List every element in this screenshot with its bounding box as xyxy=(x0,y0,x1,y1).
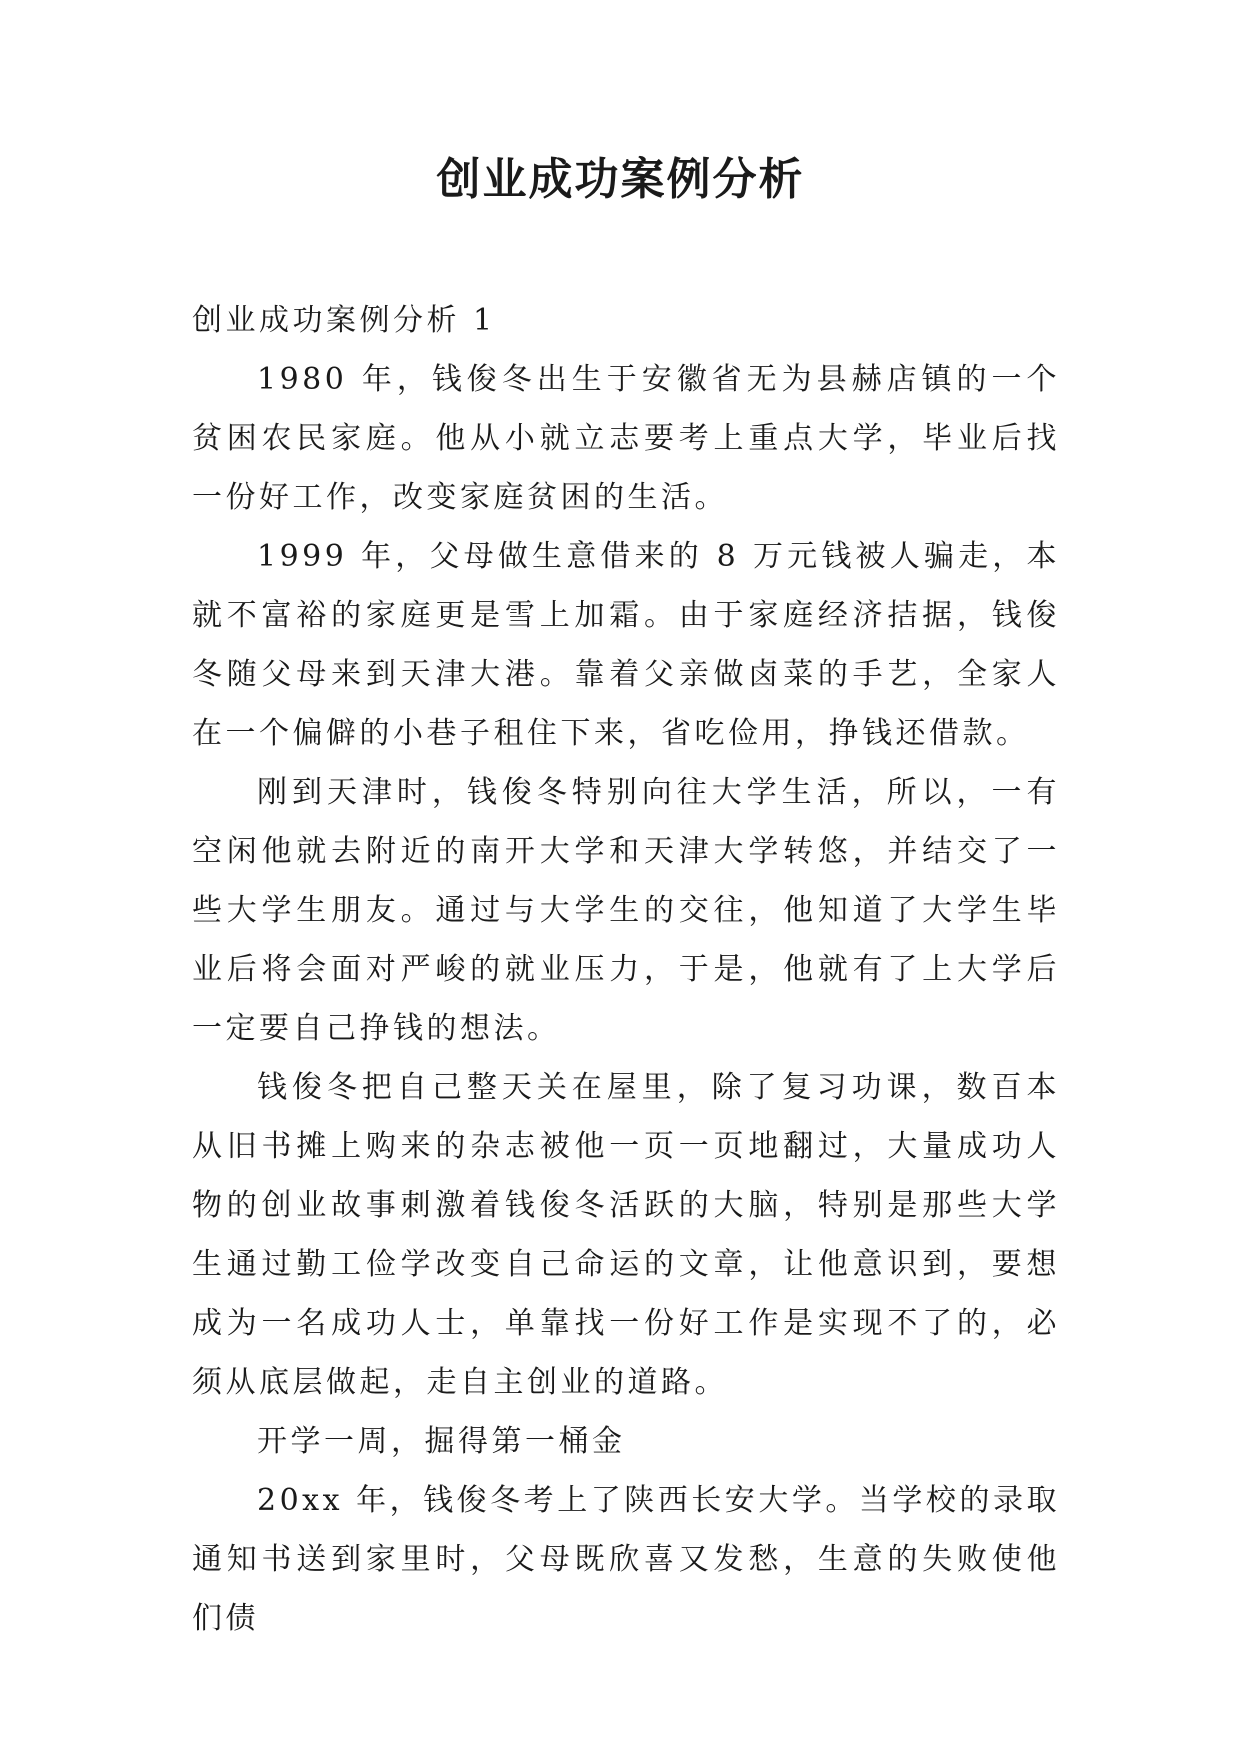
document-title: 创业成功案例分析 xyxy=(436,154,805,205)
paragraph: 1999 年，父母做生意借来的 8 万元钱被人骗走，本就不富裕的家庭更是雪上加霜。由于家庭经济拮据，钱俊冬随父母来到天津大港。靠着父亲做卤菜的手艺，全家人在一个偏僻的小巷子租住下来，省吃俭用，挣钱还借款。 xyxy=(192,539,1060,751)
document-body xyxy=(192,291,1060,1648)
paragraph: 20xx 年，钱俊冬考上了陕西长安大学。当学校的录取通知书送到家里时，父母既欣喜又发愁，生意的失败使他们债 xyxy=(192,1483,1060,1636)
paragraph: 刚到天津时，钱俊冬特别向往大学生活，所以，一有空闲他就去附近的南开大学和天津大学转悠，并结交了一些大学生朋友。通过与大学生的交往，他知道了大学生毕业后将会面对严峻的就业压力，于是，他就有了上大学后一定要自己挣钱的想法。 xyxy=(192,775,1060,1046)
section-heading: 创业成功案例分析 1 xyxy=(192,303,496,338)
subheading: 开学一周，掘得第一桶金 xyxy=(257,1424,626,1459)
paragraph: 1980 年，钱俊冬出生于安徽省无为县赫店镇的一个贫困农民家庭。他从小就立志要考上重点大学，毕业后找一份好工作，改变家庭贫困的生活。 xyxy=(192,362,1060,515)
paragraph: 钱俊冬把自己整天关在屋里，除了复习功课，数百本从旧书摊上购来的杂志被他一页一页地翻过，大量成功人物的创业故事刺激着钱俊冬活跃的大脑，特别是那些大学生通过勤工俭学改变自己命运的文章，让他意识到，要想成为一名成功人士，单靠找一份好工作是实现不了的，必须从底层做起，走自主创业的道路。 xyxy=(192,1070,1060,1400)
